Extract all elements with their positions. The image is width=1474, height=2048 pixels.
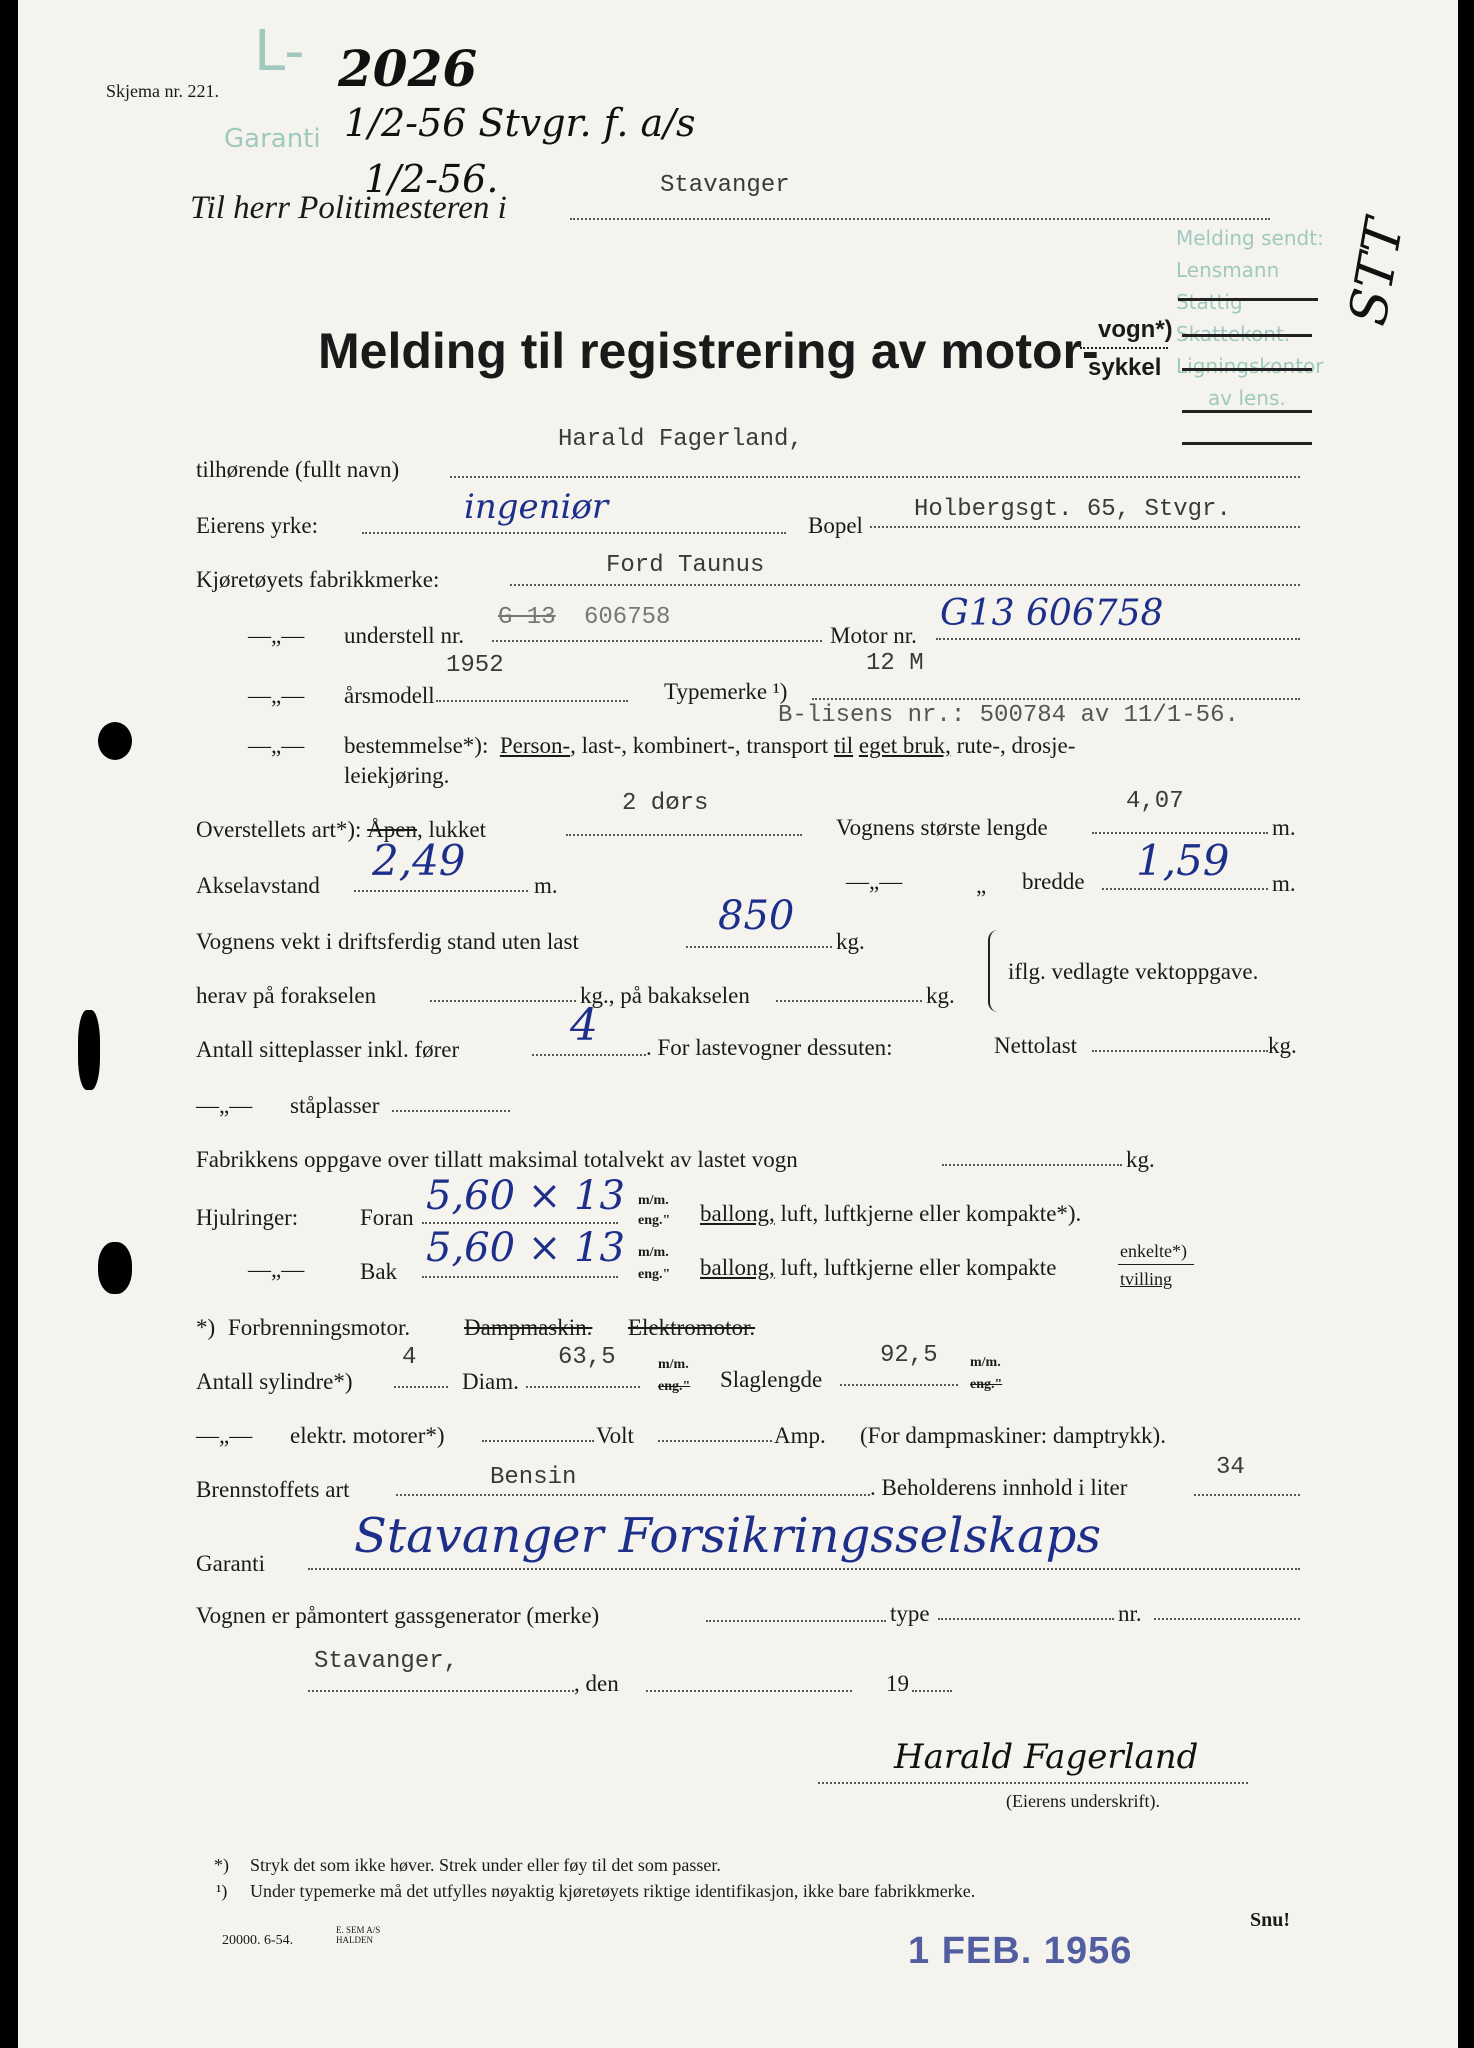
print-run: 20000. 6-54.: [222, 1933, 294, 1948]
engine-electric: Elektromotor.: [628, 1315, 756, 1340]
turn-over-note: Snu!: [1250, 1909, 1291, 1931]
front-tire-value: 5,60 × 13: [426, 1173, 625, 1219]
length-unit: m.: [1272, 815, 1296, 840]
guarantee-value: Stavanger Forsikringsselskaps: [354, 1508, 1102, 1564]
front-unit-eng: eng.": [638, 1213, 671, 1228]
standing-label: ståplasser: [290, 1093, 380, 1118]
max-weight-unit: kg.: [1126, 1147, 1155, 1172]
engine-combustion: Forbrenningsmotor.: [228, 1315, 411, 1340]
truck-label: . For lastevogner dessuten:: [646, 1035, 893, 1060]
city-line: [570, 218, 1270, 220]
width-label: bredde: [1022, 869, 1085, 894]
weight-unit: kg.: [836, 929, 865, 954]
year-label: årsmodell: [344, 683, 435, 708]
motor-label: Motor nr.: [830, 623, 917, 648]
stamp-letter: L-: [254, 19, 305, 84]
chassis-value: 606758: [584, 604, 671, 631]
date-stamp: 1 FEB. 1956: [908, 1930, 1133, 1972]
diameter-value: 63,5: [558, 1344, 616, 1371]
gas-nr-line: [1154, 1618, 1300, 1620]
cylinders-label: Antall sylindre*): [196, 1369, 353, 1394]
rear-axle-label: kg., på bakakselen: [580, 983, 750, 1008]
body-label: Overstellets art*): Åpen, lukket: [196, 817, 486, 842]
stroke-unit-mm: m/m.: [970, 1355, 1001, 1370]
rear-unit-mm: m/m.: [638, 1245, 669, 1260]
residence-label: Bopel: [808, 513, 863, 538]
fuel-label: Brennstoffets art: [196, 1477, 350, 1502]
purpose-label: bestemmelse*):: [344, 733, 489, 758]
tires-label: Hjulringer:: [196, 1205, 299, 1230]
date-line: [646, 1690, 852, 1692]
handwritten-note-1: 1/2-56 Stvgr. f. a/s: [344, 101, 696, 145]
owner-name-value: Harald Fagerland,: [558, 426, 803, 453]
guarantee-line: [308, 1568, 1300, 1570]
dash-standing: —„—: [196, 1093, 253, 1118]
seats-value: 4: [570, 1000, 598, 1051]
diameter-unit-eng: eng.": [658, 1379, 691, 1394]
rear-unit-eng: eng.": [638, 1267, 671, 1282]
width-line: [1102, 888, 1268, 890]
stamp-garanti: Garanti: [224, 124, 321, 154]
purpose-line-1: [344, 734, 1075, 757]
net-load-line: [1092, 1050, 1268, 1052]
type-value: 12 M: [866, 650, 924, 677]
wheelbase-unit: m.: [534, 873, 558, 898]
cylinders-line: [394, 1386, 448, 1388]
rear-axle-line: [776, 1000, 922, 1002]
make-value: Ford Taunus: [606, 552, 765, 579]
weight-label: Vognens vekt i driftsferdig stand uten last: [196, 929, 579, 954]
title-divider: [1080, 347, 1168, 349]
residence-value: Holbergsgt. 65, Stvgr.: [914, 496, 1231, 523]
tank-label: . Beholderens innhold i liter: [870, 1475, 1128, 1500]
stroke-value: 92,5: [880, 1342, 938, 1369]
gas-type-label: type: [890, 1601, 930, 1626]
side-stamp-line4: Skattekont.: [1176, 322, 1291, 346]
place-value: Stavanger,: [314, 1648, 459, 1675]
rear-tire-value: 5,60 × 13: [426, 1225, 625, 1271]
gas-nr-label: nr.: [1118, 1601, 1142, 1626]
printer-info: E. SEM A/S HALDEN: [336, 1925, 381, 1945]
dash-chassis: —„—: [248, 623, 305, 648]
stroke-unit-eng: eng.": [970, 1377, 1003, 1392]
tank-value: 34: [1216, 1454, 1245, 1481]
dash-year: —„—: [248, 683, 305, 708]
signature-caption: (Eierens underskrift).: [1006, 1791, 1160, 1811]
standing-line: [392, 1110, 510, 1112]
stroke-line: [840, 1384, 958, 1386]
type-label: Typemerke ¹): [664, 679, 788, 704]
strike-line-1: [1178, 298, 1318, 301]
date-label: , den: [574, 1671, 619, 1696]
weight-value: 850: [718, 893, 795, 939]
side-stamp-line3: Stattig: [1176, 290, 1243, 314]
volt-label: Volt: [596, 1423, 634, 1448]
place-line: [308, 1690, 574, 1692]
wheelbase-value: 2,49: [372, 836, 466, 885]
side-stamp-line6: av lens.: [1208, 386, 1286, 410]
side-stamp-line5: Ligningskontor: [1176, 354, 1324, 378]
weight-line: [686, 946, 832, 948]
wheelbase-label: Akselavstand: [196, 873, 320, 898]
seats-line: [532, 1054, 646, 1056]
handwritten-note-2: 1/2-56.: [364, 157, 499, 201]
dash-rear-tire: —„—: [248, 1257, 305, 1282]
engine-steam: Dampmaskin.: [464, 1315, 593, 1340]
gas-generator-line: [706, 1620, 886, 1622]
motor-line: [936, 638, 1300, 640]
amp-line: [658, 1440, 772, 1442]
electric-motors-label: elektr. motorer*): [290, 1423, 445, 1448]
purpose-mid: , last-, kombinert-, transport: [570, 733, 829, 758]
guarantee-label: Garanti: [196, 1551, 265, 1576]
form-number: Skjema nr. 221.: [106, 81, 219, 101]
amp-label: Amp.: [774, 1423, 826, 1448]
hand-mark: STT: [1338, 214, 1416, 330]
purpose-eget: eget bruk,: [858, 733, 951, 758]
diameter-line: [526, 1386, 640, 1388]
year-line: [912, 1690, 952, 1692]
front-tire-type: ballong, luft, luftkjerne eller kompakte*).: [700, 1201, 1082, 1226]
strike-line-4: [1182, 410, 1312, 413]
title-option-vogn: vogn*): [1098, 316, 1173, 343]
form-title: Melding til registrering av motor-: [318, 323, 1099, 379]
purpose-til: til: [833, 733, 854, 758]
occupation-value: ingeniør: [464, 487, 609, 527]
type-line: [812, 698, 1300, 700]
weight-note: iflg. vedlagte vektoppgave.: [1008, 959, 1259, 984]
diameter-unit-mm: m/m.: [658, 1357, 689, 1372]
tire-single: enkelte*): [1120, 1241, 1187, 1261]
punch-hole-mid: [78, 1010, 100, 1090]
owner-name-line: [450, 476, 1300, 478]
width-value: 1,59: [1136, 836, 1230, 885]
length-label: Vognens største lengde: [836, 815, 1048, 840]
diameter-label: Diam.: [462, 1369, 519, 1394]
net-load-label: Nettolast: [994, 1033, 1078, 1058]
tank-line: [1194, 1494, 1300, 1496]
cylinders-value: 4: [402, 1344, 417, 1371]
strike-line-5: [1182, 442, 1312, 445]
make-line: [510, 584, 1300, 586]
make-label: Kjøretøyets fabrikkmerke:: [196, 567, 440, 592]
motor-value: G13 606758: [940, 593, 1164, 634]
front-axle-line: [430, 1000, 576, 1002]
tire-option-divider: [1118, 1264, 1194, 1265]
body-open: Åpen: [367, 817, 417, 842]
license-note: B-lisens nr.: 500784 av 11/1-56.: [778, 702, 1239, 729]
wheelbase-line: [354, 890, 528, 892]
year-prefix: 19: [886, 1671, 909, 1696]
strike-line-3: [1182, 368, 1312, 371]
rear-tire-label: Bak: [360, 1259, 398, 1284]
engine-footnote-mark: *): [196, 1315, 216, 1340]
body-value: 2 dørs: [622, 790, 709, 817]
max-weight-line: [942, 1164, 1122, 1166]
width-unit: m.: [1272, 871, 1296, 896]
form-page: [18, 0, 1458, 2048]
punch-hole-bottom: [98, 1242, 132, 1294]
side-stamp-line2: Lensmann: [1176, 258, 1280, 282]
net-load-unit: kg.: [1268, 1033, 1297, 1058]
rear-tire-line: [422, 1276, 618, 1278]
footnote1-mark: *): [214, 1855, 229, 1875]
occupation-line: [362, 532, 786, 534]
body-closed: , lukket: [417, 817, 486, 842]
stroke-label: Slaglengde: [720, 1367, 823, 1392]
footnote2-mark: ¹): [216, 1881, 228, 1901]
residence-line: [870, 526, 1300, 528]
case-number: 2026: [338, 39, 478, 98]
front-tire-label: Foran: [360, 1205, 414, 1230]
owner-name-label: tilhørende (fullt navn): [196, 457, 400, 482]
length-line: [1092, 832, 1268, 834]
purpose-rest: rute-, drosje-: [956, 733, 1076, 758]
dash-electric: —„—: [196, 1423, 253, 1448]
chassis-line: [492, 640, 822, 642]
steam-pressure-note: (For dampmaskiner: damptrykk).: [860, 1423, 1166, 1448]
rear-axle-unit: kg.: [926, 983, 955, 1008]
gas-type-line: [938, 1618, 1114, 1620]
dash-width: —„—: [846, 869, 903, 894]
occupation-label: Eierens yrke:: [196, 513, 318, 538]
volt-line: [482, 1440, 594, 1442]
footnote1-text: Stryk det som ikke høver. Strek under eller føy til det som passer.: [250, 1855, 721, 1875]
side-stamp-line1: Melding sendt:: [1176, 226, 1324, 250]
fuel-line: [396, 1494, 870, 1496]
purpose-person: Person-: [499, 733, 571, 758]
city-value: Stavanger: [660, 172, 790, 199]
addressee: Til herr Politimesteren i: [190, 190, 507, 226]
strike-line-2: [1182, 334, 1312, 337]
purpose-line-2: leiekjøring.: [344, 763, 450, 788]
width-quote: „: [976, 873, 987, 898]
fuel-value: Bensin: [490, 1464, 577, 1491]
rear-tire-type: ballong, luft, luftkjerne eller kompakte: [700, 1255, 1057, 1280]
seats-label: Antall sitteplasser inkl. fører: [196, 1037, 460, 1062]
owner-signature: Harald Fagerland: [894, 1737, 1199, 1777]
chassis-struck: G 13: [498, 604, 556, 631]
body-line: [566, 834, 802, 836]
weight-brace: [988, 930, 1002, 1012]
footnote2-text: Under typemerke må det utfylles nøyaktig kjøretøyets riktige identifikasjon, ikke bare fabrikkmerke.: [250, 1881, 976, 1901]
punch-hole-top: [98, 722, 132, 760]
year-line: [436, 700, 628, 702]
tire-twin: tvilling: [1120, 1269, 1173, 1289]
length-value: 4,07: [1126, 788, 1184, 815]
dash-purpose: —„—: [248, 733, 305, 758]
front-tire-line: [422, 1222, 618, 1224]
gas-generator-label: Vognen er påmontert gassgenerator (merke): [196, 1603, 600, 1628]
max-weight-label: Fabrikkens oppgave over tillatt maksimal totalvekt av lastet vogn: [196, 1147, 798, 1172]
signature-line: [818, 1782, 1248, 1784]
title-option-sykkel: sykkel: [1088, 354, 1162, 381]
chassis-label: understell nr.: [344, 623, 465, 648]
front-axle-label: herav på forakselen: [196, 983, 377, 1008]
front-unit-mm: m/m.: [638, 1193, 669, 1208]
year-value: 1952: [446, 652, 504, 679]
